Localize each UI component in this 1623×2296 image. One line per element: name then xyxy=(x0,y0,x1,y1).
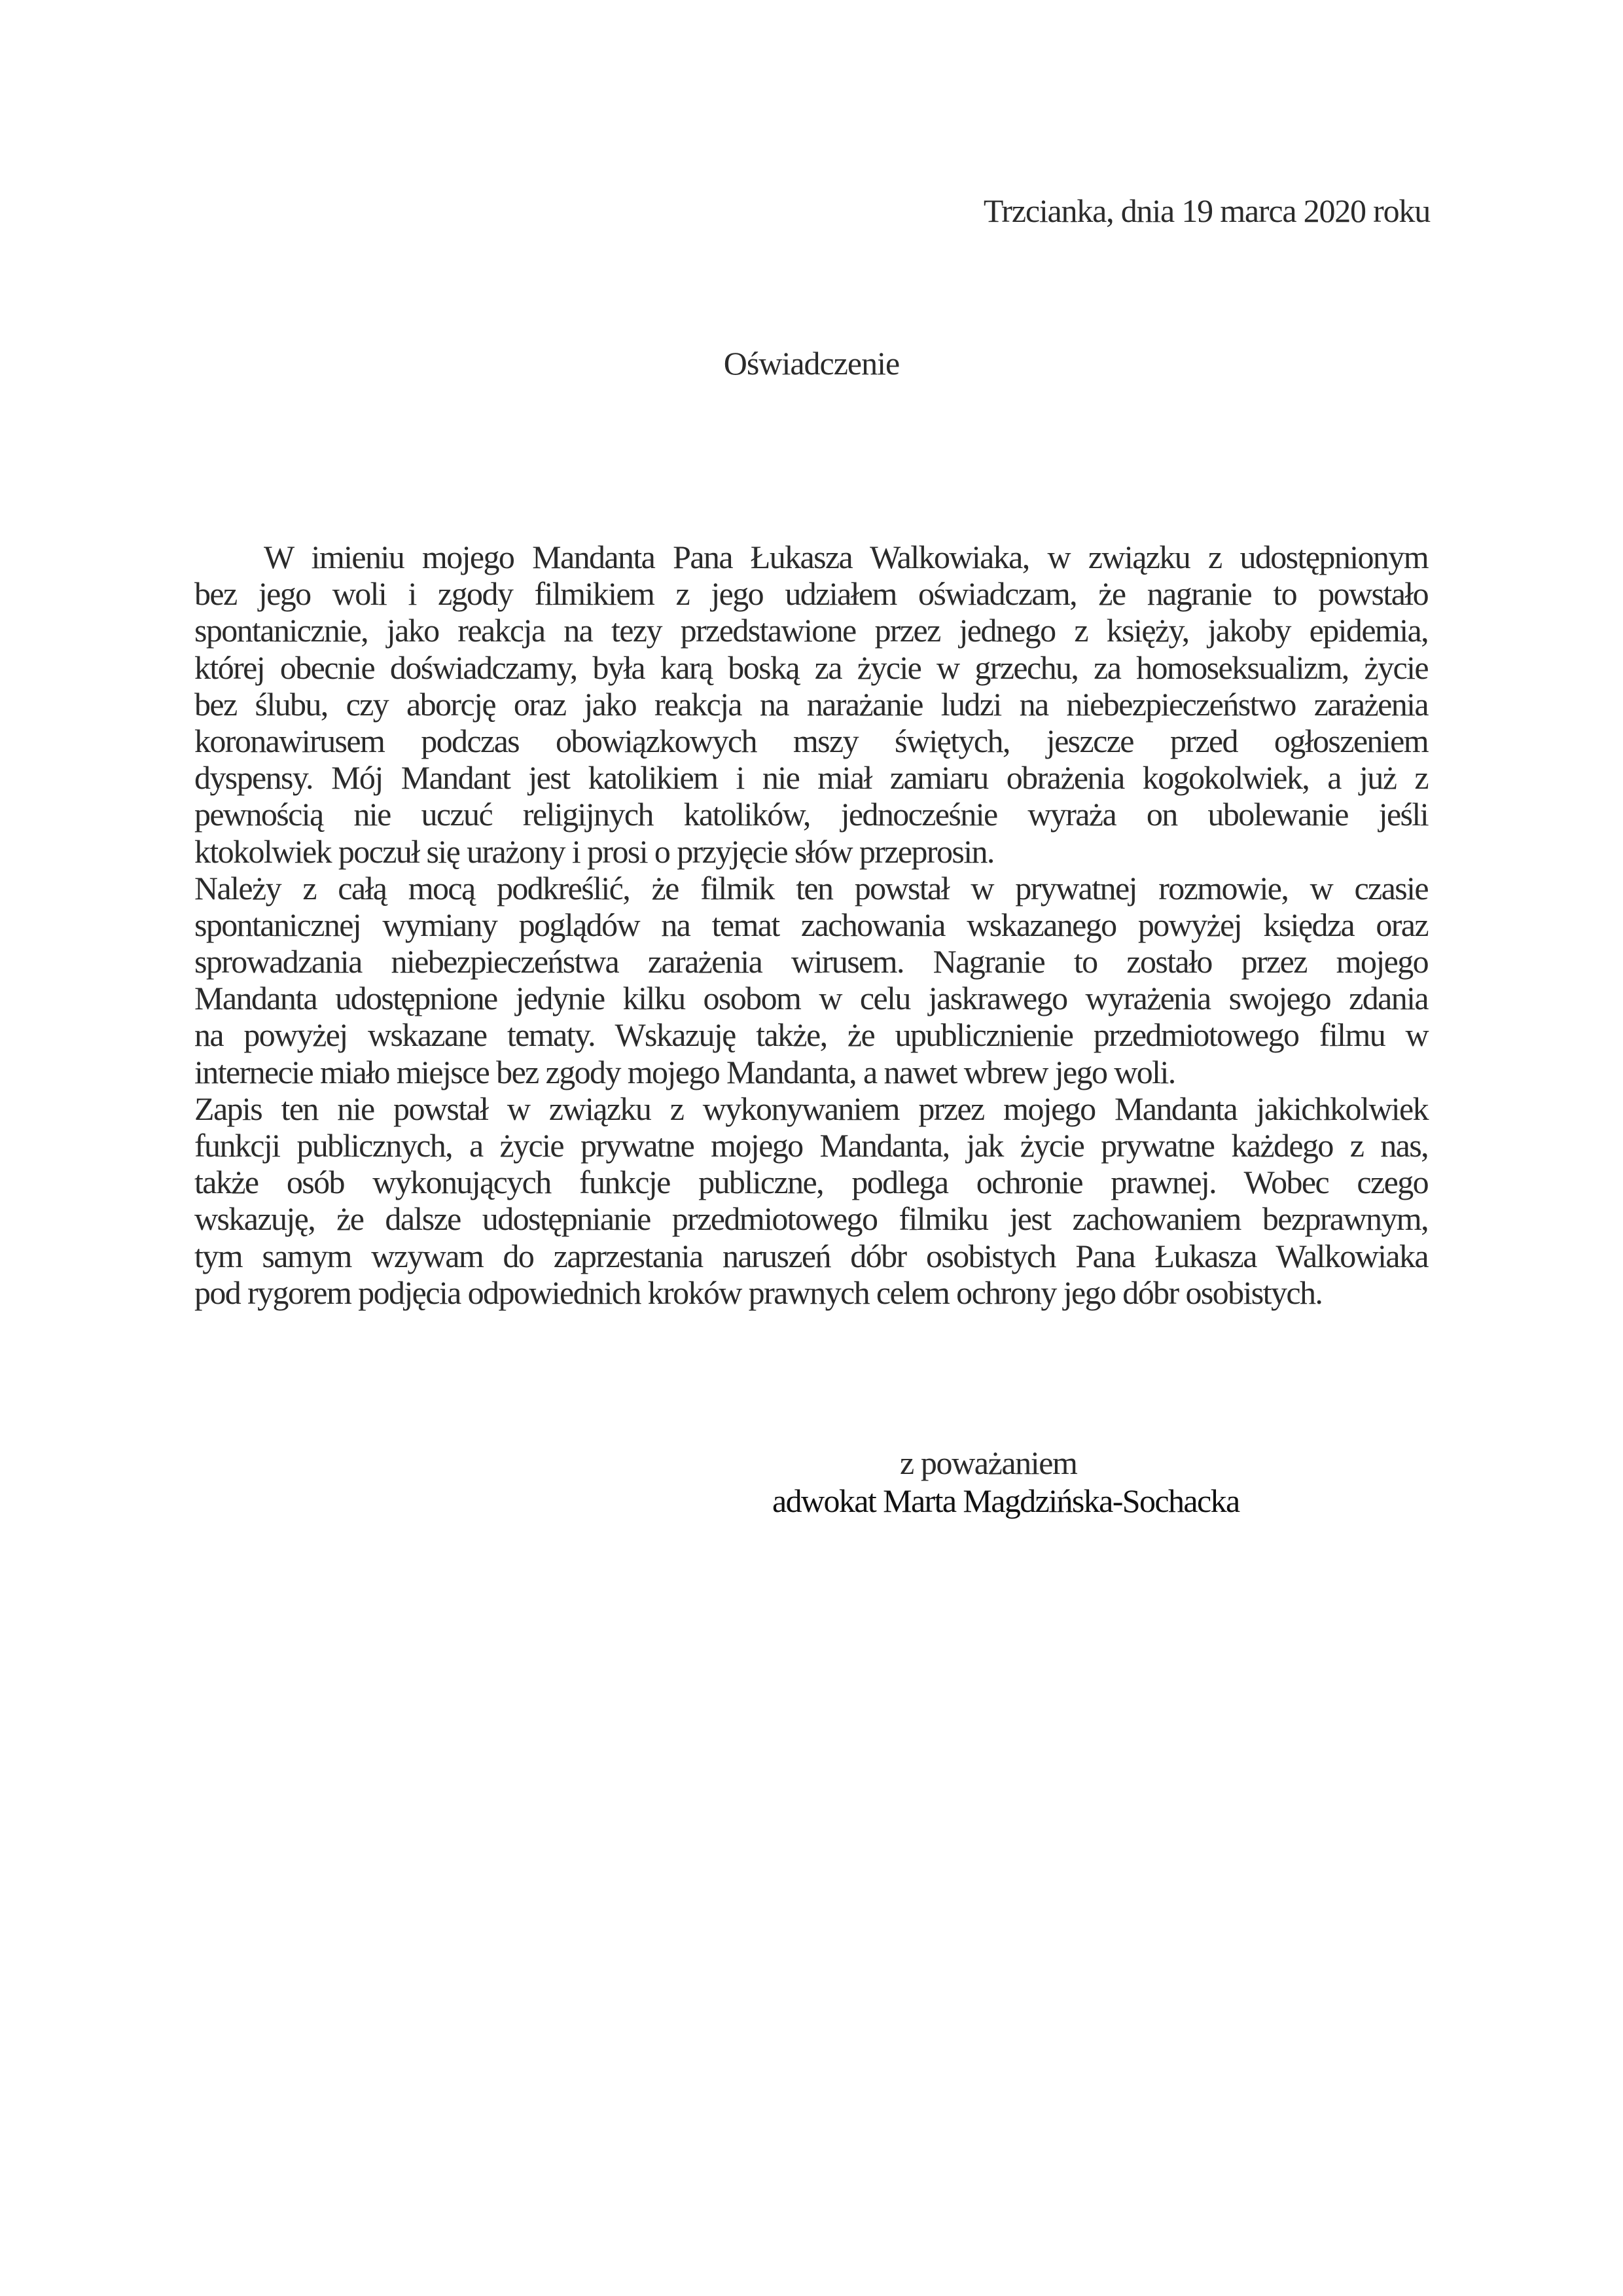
place-date: Trzcianka, dnia 19 marca 2020 roku xyxy=(983,192,1430,229)
text-line: sprowadzania niebezpieczeństwa zarażenia wirusem. Nagranie to zostało przez mojego xyxy=(194,943,1428,980)
text-line: bez ślubu, czy aborcję oraz jako reakcja na narażanie ludzi na niebezpieczeństwo zarażenia xyxy=(194,685,1428,723)
closing-phrase: z poważaniem xyxy=(900,1444,1077,1481)
text-line: pewnością nie uczuć religijnych katolików, jednocześnie wyraża on ubolewanie jeśli xyxy=(194,796,1428,833)
text-line: na powyżej wskazane tematy. Wskazuję także, że upublicznienie przedmiotowego filmu w xyxy=(194,1016,1428,1054)
text-line: bez jego woli i zgody filmikiem z jego udziałem oświadczam, że nagranie to powstało xyxy=(194,575,1428,613)
text-line: dyspensy. Mój Mandant jest katolikiem i nie miał zamiaru obrażenia kogokolwiek, a już z xyxy=(194,759,1428,797)
text-line: Mandanta udostępnione jedynie kilku osobom w celu jaskrawego wyrażenia swojego zdania xyxy=(194,980,1428,1017)
text-line: funkcji publicznych, a życie prywatne mojego Mandanta, jak życie prywatne każdego z nas, xyxy=(194,1127,1428,1164)
signature-name: adwokat Marta Magdzińska-Sochacka xyxy=(772,1482,1240,1519)
document-title: Oświadczenie xyxy=(723,345,900,382)
text-line: koronawirusem podczas obowiązkowych mszy świętych, jeszcze przed ogłoszeniem xyxy=(194,722,1428,759)
text-line: wskazuję, że dalsze udostępnianie przedmiotowego filmiku jest zachowaniem bezprawnym, xyxy=(194,1200,1428,1238)
paragraph xyxy=(194,539,1428,870)
document-body xyxy=(194,539,1428,1311)
text-line: Należy z całą mocą podkreślić, że filmik ten powstał w prywatnej rozmowie, w czasie xyxy=(194,869,1428,906)
text-line: ktokolwiek poczuł się urażony i prosi o przyjęcie słów przeprosin. xyxy=(194,833,994,870)
text-line: spontanicznej wymiany poglądów na temat zachowania wskazanego powyżej księdza oraz xyxy=(194,906,1428,943)
text-line: pod rygorem podjęcia odpowiednich kroków prawnych celem ochrony jego dóbr osobistych. xyxy=(194,1274,1323,1311)
paragraph xyxy=(194,870,1428,1090)
text-line: tym samym wzywam do zaprzestania naruszeń dóbr osobistych Pana Łukasza Walkowiaka xyxy=(194,1237,1428,1274)
text-line: Zapis ten nie powstał w związku z wykonywaniem przez mojego Mandanta jakichkolwiek xyxy=(194,1090,1428,1127)
text-line: której obecnie doświadczamy, była karą boską za życie w grzechu, za homoseksualizm, życie xyxy=(194,649,1428,686)
paragraph xyxy=(194,1090,1428,1311)
text-line: internecie miało miejsce bez zgody mojego Mandanta, a nawet wbrew jego woli. xyxy=(194,1053,1175,1090)
text-line: W imieniu mojego Mandanta Pana Łukasza Walkowiaka, w związku z udostępnionym xyxy=(264,539,1428,575)
text-line: także osób wykonujących funkcje publiczne, podlega ochronie prawnej. Wobec czego xyxy=(194,1164,1428,1201)
text-line: spontanicznie, jako reakcja na tezy przedstawione przez jednego z księży, jakoby epidemia, xyxy=(194,612,1428,649)
